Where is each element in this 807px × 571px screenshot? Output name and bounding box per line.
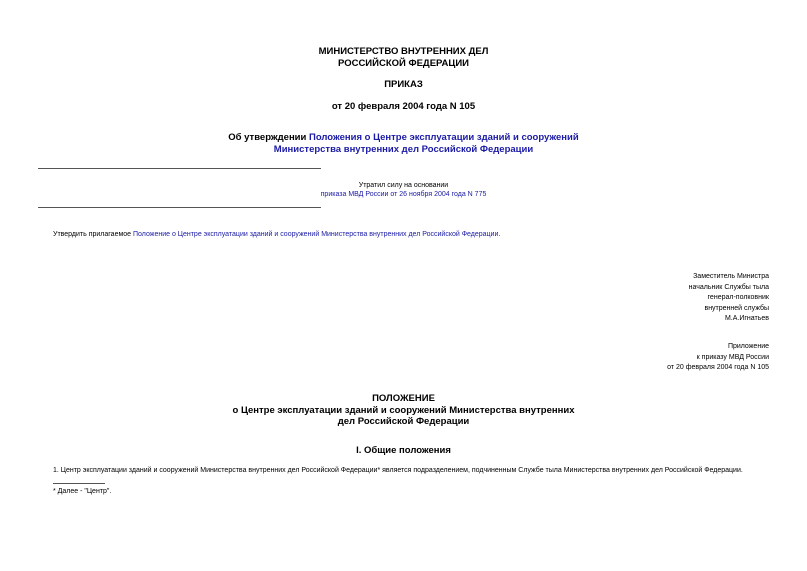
paragraph-1: 1. Центр эксплуатации зданий и сооружений Министерства внутренних дел Российской Федерации* является подразделением, подчиненным Службе тыла Министерства внутренних дел Российской Федерации.: [53, 467, 743, 474]
appendix-line-2: к приказу МВД России: [696, 353, 769, 361]
subject-link-line-2[interactable]: Министерства внутренних дел Российской Федерации: [273, 143, 534, 155]
regulation-title-1: ПОЛОЖЕНИЕ: [372, 393, 435, 404]
appendix-block: [500, 342, 769, 374]
footnote: * Далее - "Центр".: [53, 488, 112, 495]
signature-line-1: Заместитель Министра: [693, 273, 769, 280]
subject-link-line-1[interactable]: Положения о Центре эксплуатации зданий и сооружений: [309, 132, 579, 143]
regulation-title-3: дел Российской Федерации: [337, 416, 470, 427]
ministry-line-1: МИНИСТЕРСТВО ВНУТРЕННИХ ДЕЛ: [318, 46, 489, 57]
signature-block: [500, 272, 769, 325]
footnote-divider: [53, 483, 105, 484]
subject-prefix: Об утверждении: [228, 132, 309, 143]
status-note-link[interactable]: приказа МВД России от 26 ноября 2004 года N 775: [320, 191, 487, 198]
signature-line-2: начальник Службы тыла: [688, 283, 769, 291]
subject-line-1: [0, 132, 807, 144]
section-heading: I. Общие положения: [356, 445, 451, 456]
doc-date: от 20 февраля 2004 года N 105: [331, 101, 476, 112]
subject-line-2: [0, 144, 807, 156]
regulation-title-2: о Центре эксплуатации зданий и сооружений Министерства внутренних: [232, 404, 575, 416]
appendix-line-3: от 20 февраля 2004 года N 105: [667, 364, 769, 371]
ministry-title: [0, 46, 807, 70]
regulation-title: [0, 393, 807, 428]
divider-bottom: [38, 207, 321, 208]
signature-line-4: внутренней службы: [704, 304, 769, 312]
order-suffix: .: [498, 231, 501, 238]
divider-top: [38, 168, 321, 169]
signature-line-3: генерал-полковник: [707, 294, 769, 301]
order-prefix: Утвердить прилагаемое: [53, 231, 134, 238]
status-note: [0, 181, 807, 199]
doc-type: ПРИКАЗ: [384, 79, 423, 90]
subject: [0, 132, 807, 155]
order-link[interactable]: Положение о Центре эксплуатации зданий и сооружений Министерства внутренних дел Российской Федерации: [133, 231, 499, 238]
status-note-line-2: [0, 190, 807, 199]
ministry-line-2: РОССИЙСКОЙ ФЕДЕРАЦИИ: [337, 58, 469, 69]
status-note-line-1: Утратил силу на основании: [358, 182, 449, 189]
order-text: [53, 230, 773, 239]
appendix-line-1: Приложение: [727, 343, 769, 350]
signature-line-5: М.А.Игнатьев: [724, 315, 769, 322]
